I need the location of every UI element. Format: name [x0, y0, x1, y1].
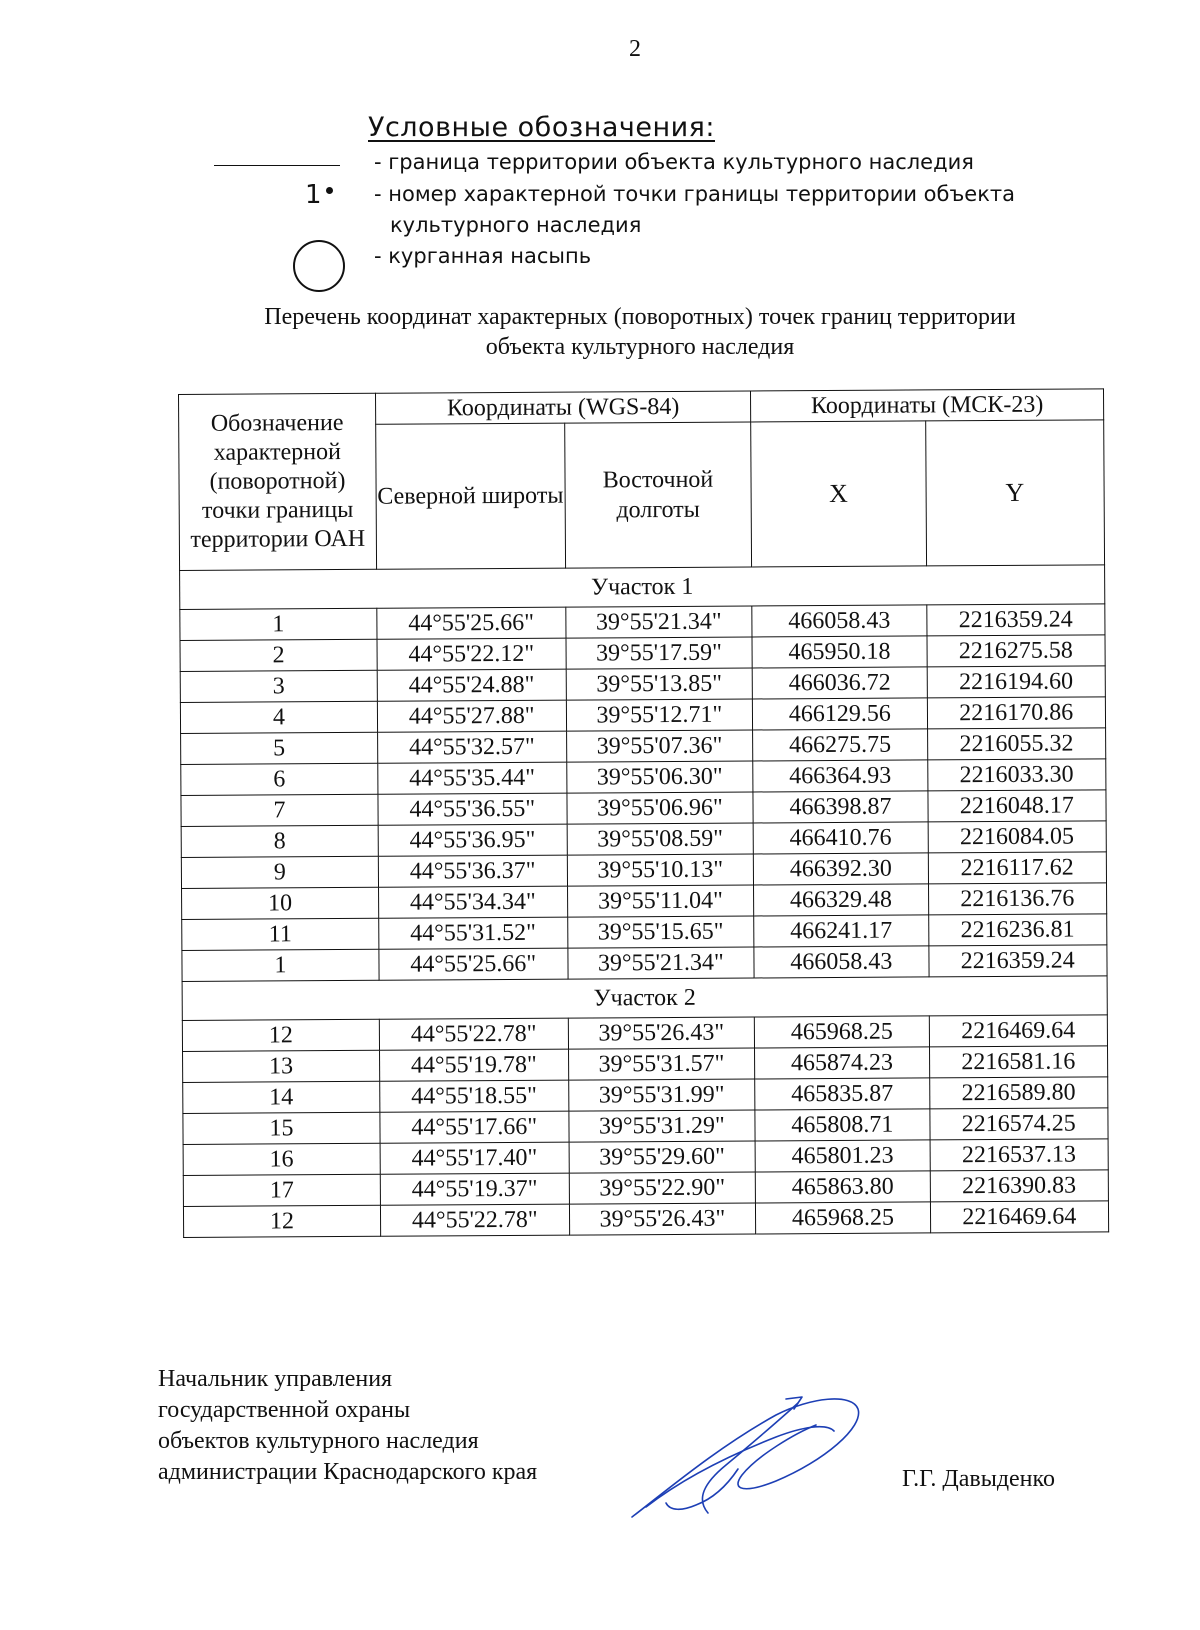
cell-point: 13	[183, 1050, 380, 1082]
cell-y: 2216236.81	[928, 914, 1107, 946]
cell-x: 466275.75	[753, 729, 928, 761]
cell-lon: 39°55'26.43"	[569, 1203, 756, 1235]
table-row	[180, 604, 1105, 641]
table-row	[180, 697, 1105, 734]
signer-name: Г.Г. Давыденко	[902, 1466, 1055, 1492]
cell-point: 2	[180, 639, 377, 671]
legend-item-text: - номер характерной точки границы территории объекта	[374, 182, 1016, 206]
table-row	[180, 635, 1105, 672]
table-row	[183, 1201, 1108, 1238]
section-title: Участок 2	[182, 976, 1107, 1021]
header-point: Обозначение характерной (поворотной) точки границы территории ОАН	[179, 393, 377, 570]
cell-lon: 39°55'08.59"	[567, 823, 754, 855]
cell-lat: 44°55'25.66"	[379, 948, 568, 980]
cell-y: 2216574.25	[929, 1108, 1108, 1140]
cell-x: 466398.87	[753, 791, 928, 823]
table-row	[183, 1108, 1108, 1145]
cell-point: 11	[182, 918, 379, 950]
header-msk: Координаты (МСК-23)	[751, 389, 1104, 422]
cell-lon: 39°55'07.36"	[566, 730, 753, 762]
signer-position-line: Начальник управления	[158, 1366, 393, 1392]
cell-point: 14	[183, 1081, 380, 1113]
cell-point: 3	[180, 670, 377, 702]
cell-lat: 44°55'17.66"	[380, 1111, 569, 1143]
cell-lon: 39°55'11.04"	[567, 885, 754, 917]
cell-x: 465968.25	[755, 1016, 930, 1048]
handwritten-signature	[626, 1395, 866, 1525]
signer-position	[158, 1364, 537, 1488]
table-row	[181, 821, 1106, 858]
cell-lon: 39°55'31.99"	[568, 1079, 755, 1111]
section-title: Участок 1	[180, 565, 1105, 610]
cell-lon: 39°55'31.29"	[568, 1110, 755, 1142]
header-lon: Восточной долготы	[564, 422, 752, 568]
cell-lat: 44°55'31.52"	[379, 917, 568, 949]
cell-x: 466364.93	[753, 760, 928, 792]
cell-lon: 39°55'17.59"	[566, 637, 753, 669]
cell-y: 2216194.60	[927, 666, 1106, 698]
table-row	[183, 1139, 1108, 1176]
cell-x: 466129.56	[753, 698, 928, 730]
cell-point: 16	[183, 1143, 380, 1175]
cell-lat: 44°55'27.88"	[377, 700, 566, 732]
cell-lat: 44°55'36.37"	[378, 855, 567, 887]
cell-x: 466058.43	[754, 946, 929, 978]
cell-y: 2216469.64	[930, 1201, 1109, 1233]
cell-x: 466410.76	[753, 822, 928, 854]
cell-lon: 39°55'22.90"	[569, 1172, 756, 1204]
cell-y: 2216084.05	[928, 821, 1107, 853]
cell-x: 465835.87	[755, 1078, 930, 1110]
cell-point: 6	[181, 763, 378, 795]
cell-lon: 39°55'21.34"	[567, 947, 754, 979]
cell-x: 466392.30	[754, 853, 929, 885]
cell-x: 465950.18	[752, 636, 927, 668]
header-lat: Северной широты	[376, 423, 566, 569]
cell-y: 2216275.58	[927, 635, 1106, 667]
table-row	[182, 914, 1107, 951]
cell-y: 2216581.16	[929, 1046, 1108, 1078]
cell-point: 9	[181, 856, 378, 888]
cell-x: 466241.17	[754, 915, 929, 947]
cell-lat: 44°55'35.44"	[378, 762, 567, 794]
cell-lon: 39°55'06.96"	[567, 792, 754, 824]
signer-position-line: объектов культурного наследия	[158, 1428, 479, 1454]
list-title-line1: Перечень координат характерных (поворотных) точек границ территории	[264, 304, 1016, 330]
cell-point: 10	[182, 887, 379, 919]
cell-lat: 44°55'17.40"	[380, 1142, 569, 1174]
cell-y: 2216033.30	[927, 759, 1106, 791]
cell-point: 12	[183, 1205, 380, 1237]
cell-y: 2216589.80	[929, 1077, 1108, 1109]
table-row	[181, 759, 1106, 796]
cell-lon: 39°55'15.65"	[567, 916, 754, 948]
cell-x: 465968.25	[756, 1202, 931, 1234]
table-row	[181, 790, 1106, 827]
table-row	[183, 1170, 1108, 1207]
line-icon	[214, 165, 340, 166]
cell-point: 15	[183, 1112, 380, 1144]
cell-lat: 44°55'25.66"	[377, 607, 566, 639]
cell-point: 5	[181, 732, 378, 764]
table-row	[183, 1077, 1108, 1114]
legend-item-text: - курганная насыпь	[374, 244, 592, 268]
list-title	[140, 302, 1140, 362]
cell-point: 17	[183, 1174, 380, 1206]
point-marker-number: 1	[305, 180, 322, 210]
cell-y: 2216390.83	[930, 1170, 1109, 1202]
cell-y: 2216537.13	[930, 1139, 1109, 1171]
cell-lat: 44°55'22.78"	[380, 1204, 569, 1236]
header-wgs: Координаты (WGS-84)	[375, 391, 751, 424]
cell-point: 12	[182, 1019, 379, 1051]
cell-lon: 39°55'13.85"	[566, 668, 753, 700]
circle-icon	[293, 240, 345, 292]
cell-lon: 39°55'12.71"	[566, 699, 753, 731]
cell-y: 2216170.86	[927, 697, 1106, 729]
table-row	[181, 852, 1106, 889]
cell-point: 1	[180, 608, 377, 640]
table-row	[181, 728, 1106, 765]
cell-lat: 44°55'32.57"	[377, 731, 566, 763]
table-row	[183, 1046, 1108, 1083]
cell-x: 466036.72	[752, 667, 927, 699]
cell-lon: 39°55'31.57"	[568, 1048, 755, 1080]
coordinates-table	[178, 388, 1109, 1238]
cell-y: 2216359.24	[928, 945, 1107, 977]
cell-x: 465808.71	[755, 1109, 930, 1141]
cell-y: 2216048.17	[927, 790, 1106, 822]
header-x: X	[751, 421, 926, 567]
section-row	[182, 976, 1107, 1021]
cell-y: 2216469.64	[929, 1015, 1108, 1047]
point-marker-icon	[305, 182, 333, 208]
cell-lon: 39°55'06.30"	[566, 761, 753, 793]
cell-x: 466058.43	[752, 605, 927, 637]
cell-y: 2216117.62	[928, 852, 1107, 884]
cell-point: 4	[180, 701, 377, 733]
list-title-line2: объекта культурного наследия	[485, 334, 795, 360]
cell-lat: 44°55'19.78"	[379, 1049, 568, 1081]
table-row	[182, 1015, 1107, 1052]
cell-point: 8	[181, 825, 378, 857]
point-dot	[326, 187, 333, 194]
cell-x: 465874.23	[755, 1047, 930, 1079]
cell-lat: 44°55'22.12"	[377, 638, 566, 670]
cell-lon: 39°55'10.13"	[567, 854, 754, 886]
cell-lat: 44°55'18.55"	[380, 1080, 569, 1112]
signer-position-line: администрации Краснодарского края	[158, 1459, 538, 1485]
table-body	[180, 565, 1109, 1238]
cell-lon: 39°55'26.43"	[568, 1017, 755, 1049]
cell-x: 466329.48	[754, 884, 929, 916]
cell-lat: 44°55'22.78"	[379, 1018, 568, 1050]
cell-lat: 44°55'36.95"	[378, 824, 567, 856]
table-row	[182, 945, 1107, 982]
cell-x: 465801.23	[755, 1140, 930, 1172]
cell-point: 1	[182, 949, 379, 981]
cell-x: 465863.80	[755, 1171, 930, 1203]
signer-position-line: государственной охраны	[158, 1397, 411, 1423]
cell-lat: 44°55'34.34"	[378, 886, 567, 918]
cell-lon: 39°55'21.34"	[565, 606, 752, 638]
cell-point: 7	[181, 794, 378, 826]
legend-item-text-cont: культурного наследия	[390, 213, 642, 237]
cell-lat: 44°55'36.55"	[378, 793, 567, 825]
legend-item-text: - граница территории объекта культурного наследия	[374, 150, 974, 174]
page-number: 2	[629, 36, 641, 62]
cell-lon: 39°55'29.60"	[569, 1141, 756, 1173]
cell-y: 2216359.24	[926, 604, 1105, 636]
header-y: Y	[925, 420, 1104, 566]
table-row	[182, 883, 1107, 920]
cell-lat: 44°55'24.88"	[377, 669, 566, 701]
legend-title: Условные обозначения:	[368, 112, 715, 143]
cell-y: 2216136.76	[928, 883, 1107, 915]
section-row	[180, 565, 1105, 610]
cell-y: 2216055.32	[927, 728, 1106, 760]
cell-lat: 44°55'19.37"	[380, 1173, 569, 1205]
table-row	[180, 666, 1105, 703]
